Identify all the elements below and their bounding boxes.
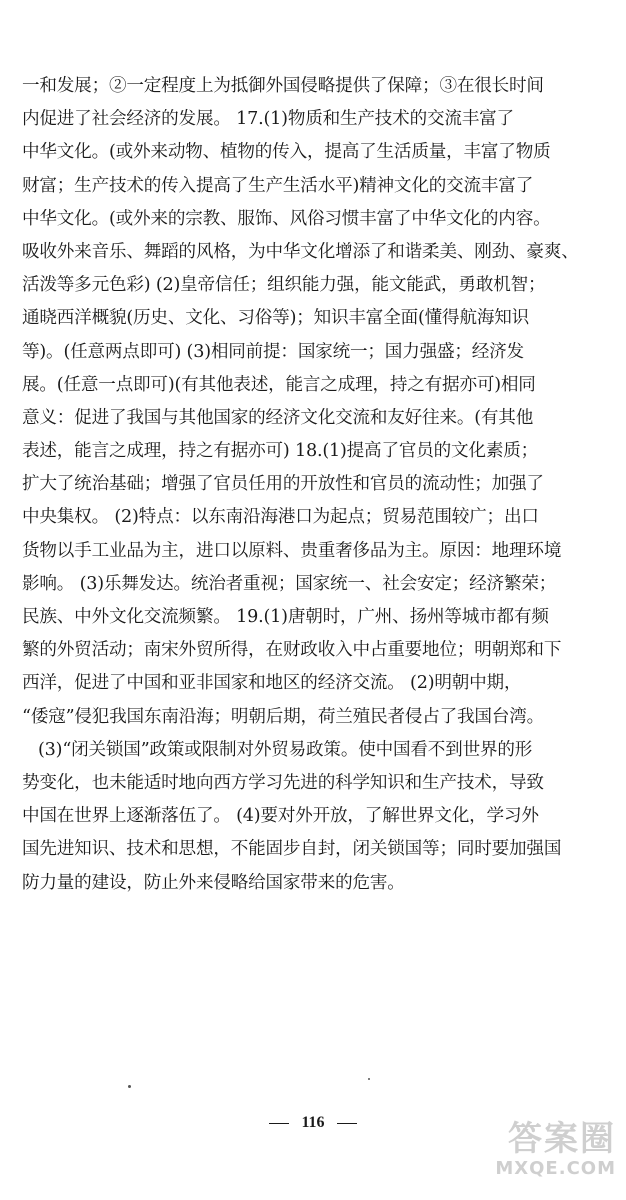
scan-speck [368, 1078, 370, 1080]
watermark-logo-text: 答案圈 [508, 1119, 616, 1159]
text-line: 中国在世界上逐渐落伍了。 (4)要对外开放，了解世界文化，学习外 [22, 806, 539, 827]
text-line: 活泼等多元色彩) (2)皇帝信任；组织能力强，能文能武，勇敢机智； [22, 275, 546, 296]
page-number-value: 116 [301, 1114, 325, 1131]
text-line: 中华文化。(或外来动物、植物的传入，提高了生活质量，丰富了物质 [22, 142, 551, 163]
scan-speck [128, 1085, 131, 1088]
text-line: 扩大了统治基础；增强了官员任用的开放性和官员的流动性；加强了 [22, 474, 544, 495]
site-watermark [466, 1120, 616, 1190]
text-line: 防力量的建设，防止外来侵略给国家带来的危害。 [22, 872, 405, 893]
text-line: 势变化，也未能适时地向西方学习先进的科学知识和生产技术，导致 [22, 772, 544, 793]
text-line: 财富；生产技术的传入提高了生产生活水平)精神文化的交流丰富了 [22, 175, 534, 196]
text-line: 等)。(任意两点即可) (3)相同前提：国家统一；国力强盛；经济发 [22, 341, 524, 362]
text-line: 通晓西洋概貌(历史、文化、习俗等)；知识丰富全面(懂得航海知识 [22, 308, 530, 329]
text-line: 展。(任意一点即可)(有其他表述，能言之成理，持之有据亦可)相同 [22, 374, 536, 395]
text-line: 民族、中外文化交流频繁。 19.(1)唐朝时，广州、扬州等城市都有频 [22, 607, 549, 627]
page-number-dash-left [269, 1123, 289, 1124]
text-line: (3)“闭关锁国”政策或限制对外贸易政策。使中国看不到世界的形 [38, 739, 533, 760]
text-line: 货物以手工业品为主，进口以原料、贵重奢侈品为主。原因：地理环境 [22, 540, 562, 561]
text-line: 一和发展；②一定程度上为抵御外国侵略提供了保障；③在很长时间 [22, 76, 544, 96]
text-line: 中央集权。 (2)特点：以东南沿海港口为起点；贸易范围较广；出口 [22, 507, 539, 528]
answer-text-block [22, 70, 612, 900]
text-line: 繁的外贸活动；南宋外贸所得，在财政收入中占重要地位；明朝郑和下 [22, 640, 562, 661]
text-line: 影响。 (3)乐舞发达。统治者重视；国家统一、社会安定；经济繁荣； [22, 573, 557, 594]
watermark-url-text: MXQE.COM [495, 1158, 616, 1179]
text-line: 中华文化。(或外来的宗教、服饰、风俗习惯丰富了中华文化的内容。 [22, 208, 551, 229]
text-line: 意义：促进了我国与其他国家的经济文化交流和友好往来。(有其他 [22, 407, 534, 428]
text-line: 西洋，促进了中国和亚非国家和地区的经济交流。 (2)明朝中期， [22, 673, 522, 694]
text-line: 吸收外来音乐、舞蹈的风格，为中华文化增添了和谐柔美、刚劲、豪爽、 [22, 241, 579, 262]
text-line: “倭寇”侵犯我国东南沿海；明朝后期，荷兰殖民者侵占了我国台湾。 [22, 706, 545, 727]
text-line: 表述，能言之成理，持之有据亦可) 18.(1)提高了官员的文化素质； [22, 441, 538, 462]
text-line: 国先进知识、技术和思想，不能固步自封，闭关锁国等；同时要加强国 [22, 839, 562, 860]
text-line: 内促进了社会经济的发展。 17.(1)物质和生产技术的交流丰富了 [22, 109, 514, 130]
page-number-dash-right [337, 1123, 357, 1124]
